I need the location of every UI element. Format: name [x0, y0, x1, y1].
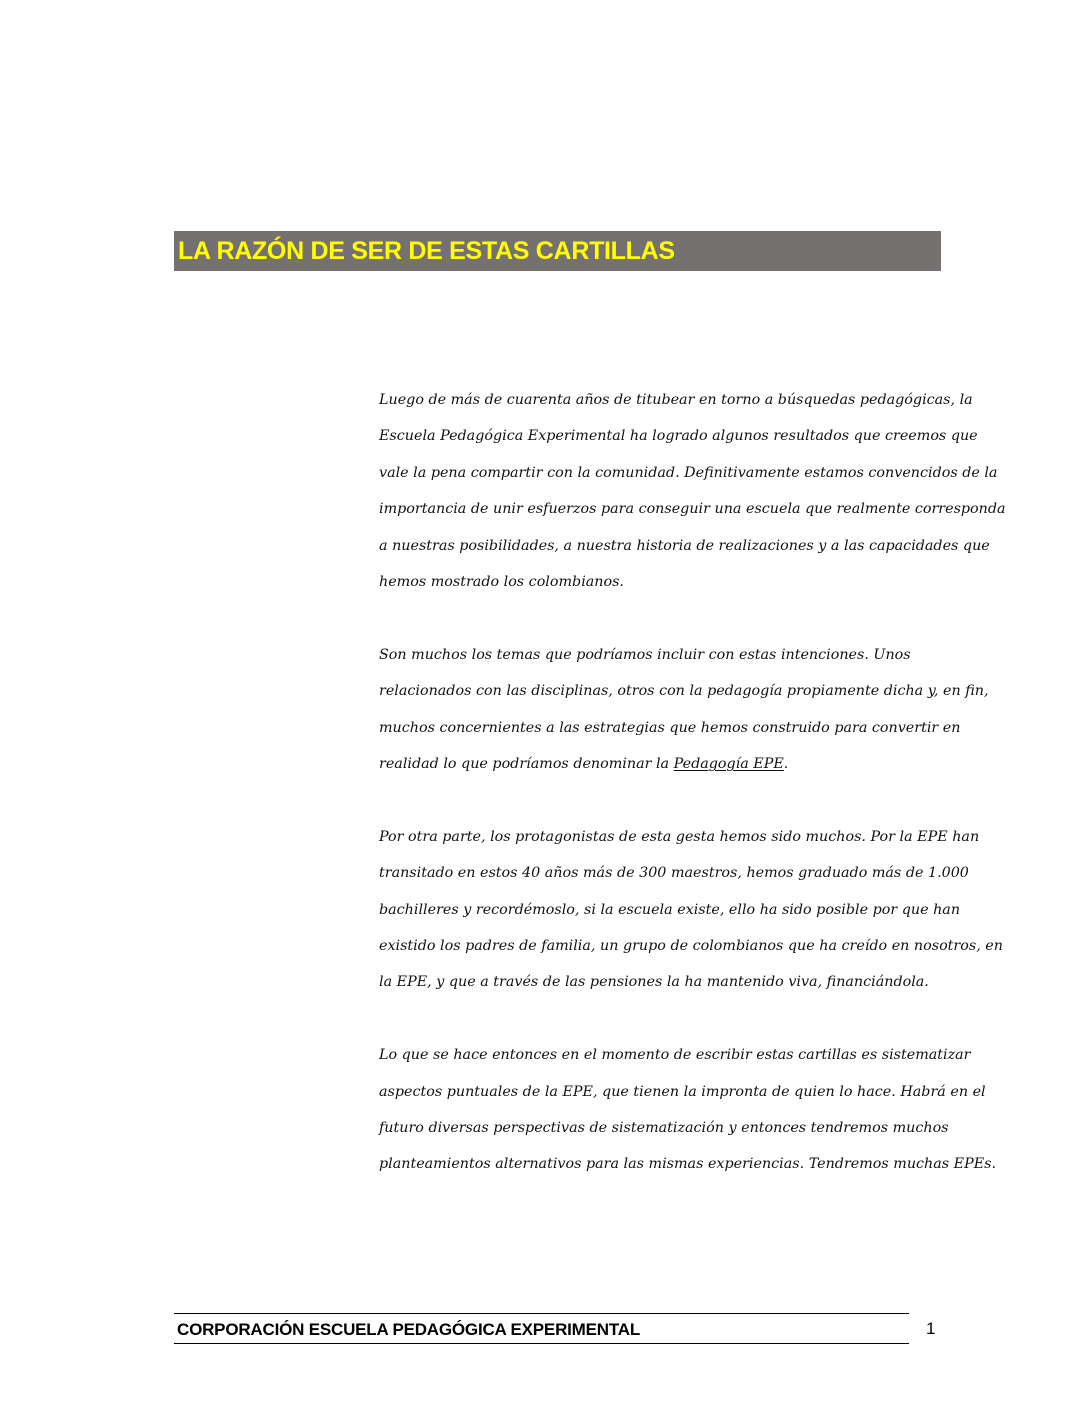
text-line: Son muchos los temas que podríamos incluir con estas intenciones. Unos — [379, 646, 911, 663]
footer-divider-top — [174, 1313, 909, 1314]
text-line: hemos mostrado los colombianos. — [379, 574, 624, 591]
text-line-prefix: realidad lo que podríamos denominar la — [379, 756, 674, 773]
text-line: relacionados con las disciplinas, otros con la pedagogía propiamente dicha y, en fin, — [379, 683, 989, 700]
text-line: la EPE, y que a través de las pensiones la ha mantenido viva, financiándola. — [379, 974, 929, 991]
text-line: Lo que se hace entonces en el momento de escribir estas cartillas es sistematizar — [379, 1047, 971, 1064]
text-line: muchos concernientes a las estrategias que hemos construido para convertir en — [379, 719, 961, 736]
text-line: existido los padres de familia, un grupo de colombianos que ha creído en nosotros, en — [379, 938, 1003, 955]
text-line: Por otra parte, los protagonistas de esta gesta hemos sido muchos. Por la EPE han — [379, 828, 980, 845]
text-line: aspectos puntuales de la EPE, que tienen la impronta de quien lo hace. Habrá en el — [379, 1083, 986, 1100]
body-text — [379, 382, 1006, 1219]
page-number: 1 — [926, 1319, 936, 1338]
section-title: LA RAZÓN DE SER DE ESTAS CARTILLAS — [178, 236, 675, 265]
paragraph-3 — [379, 819, 1003, 1001]
text-line: bachilleres y recordémoslo, si la escuela existe, ello ha sido posible por que han — [379, 901, 961, 918]
paragraph-2 — [379, 637, 989, 783]
text-line: importancia de unir esfuerzos para conseguir una escuela que realmente corresponda — [379, 501, 1006, 518]
text-line: futuro diversas perspectivas de sistematización y entonces tendremos muchos — [379, 1120, 949, 1137]
text-line: planteamientos alternativos para las mismas experiencias. Tendremos muchas EPEs. — [379, 1156, 997, 1173]
text-line: a nuestras posibilidades, a nuestra historia de realizaciones y a las capacidades que — [379, 537, 990, 554]
paragraph-4 — [379, 1037, 997, 1183]
text-line: Luego de más de cuarenta años de titubear en torno a búsquedas pedagógicas, la — [379, 392, 973, 408]
footer-divider-bottom — [174, 1343, 909, 1344]
text-line: Escuela Pedagógica Experimental ha logrado algunos resultados que creemos que — [379, 428, 978, 445]
section-title-bar — [174, 231, 941, 271]
footer-organization: CORPORACIÓN ESCUELA PEDAGÓGICA EXPERIMENTAL — [177, 1320, 641, 1339]
text-line — [379, 746, 949, 782]
text-line: transitado en estos 40 años más de 300 maestros, hemos graduado más de 1.000 — [379, 865, 969, 882]
text-line: vale la pena compartir con la comunidad. Definitivamente estamos convencidos de la — [379, 464, 998, 481]
text-line-suffix: . — [783, 756, 789, 773]
emphasis-term: Pedagogía EPE — [673, 756, 784, 773]
paragraph-1 — [379, 382, 1006, 600]
